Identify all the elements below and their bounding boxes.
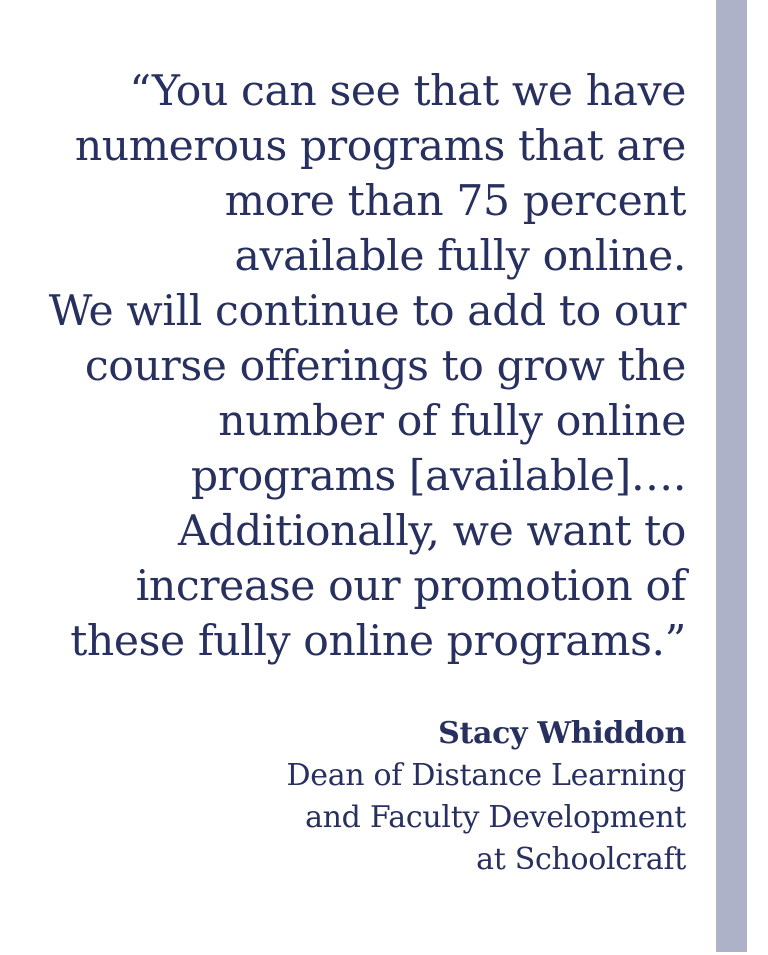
attribution-title-line: and Faculty Development bbox=[305, 800, 686, 835]
quote-line: numerous programs that are bbox=[74, 122, 686, 171]
attribution-title-line: Dean of Distance Learning bbox=[286, 758, 686, 793]
quote-line: Additionally, we want to bbox=[177, 507, 686, 556]
quote-line: these fully online programs.” bbox=[70, 617, 686, 666]
quote-line: increase our promotion of bbox=[135, 562, 686, 611]
quote-line: programs [available]…. bbox=[190, 452, 686, 501]
pull-quote bbox=[49, 64, 686, 669]
decorative-side-bar bbox=[716, 0, 747, 952]
quote-attribution bbox=[287, 713, 687, 881]
quote-line: more than 75 percent bbox=[224, 177, 686, 226]
quote-line: number of fully online bbox=[218, 397, 686, 446]
attribution-name: Stacy Whiddon bbox=[438, 716, 686, 751]
attribution-title-line: at Schoolcraft bbox=[476, 842, 686, 877]
quote-line: course offerings to grow the bbox=[84, 342, 686, 391]
quote-line: “You can see that we have bbox=[129, 67, 686, 116]
quote-line: available fully online. bbox=[234, 232, 686, 281]
quote-line: We will continue to add to our bbox=[48, 287, 686, 336]
